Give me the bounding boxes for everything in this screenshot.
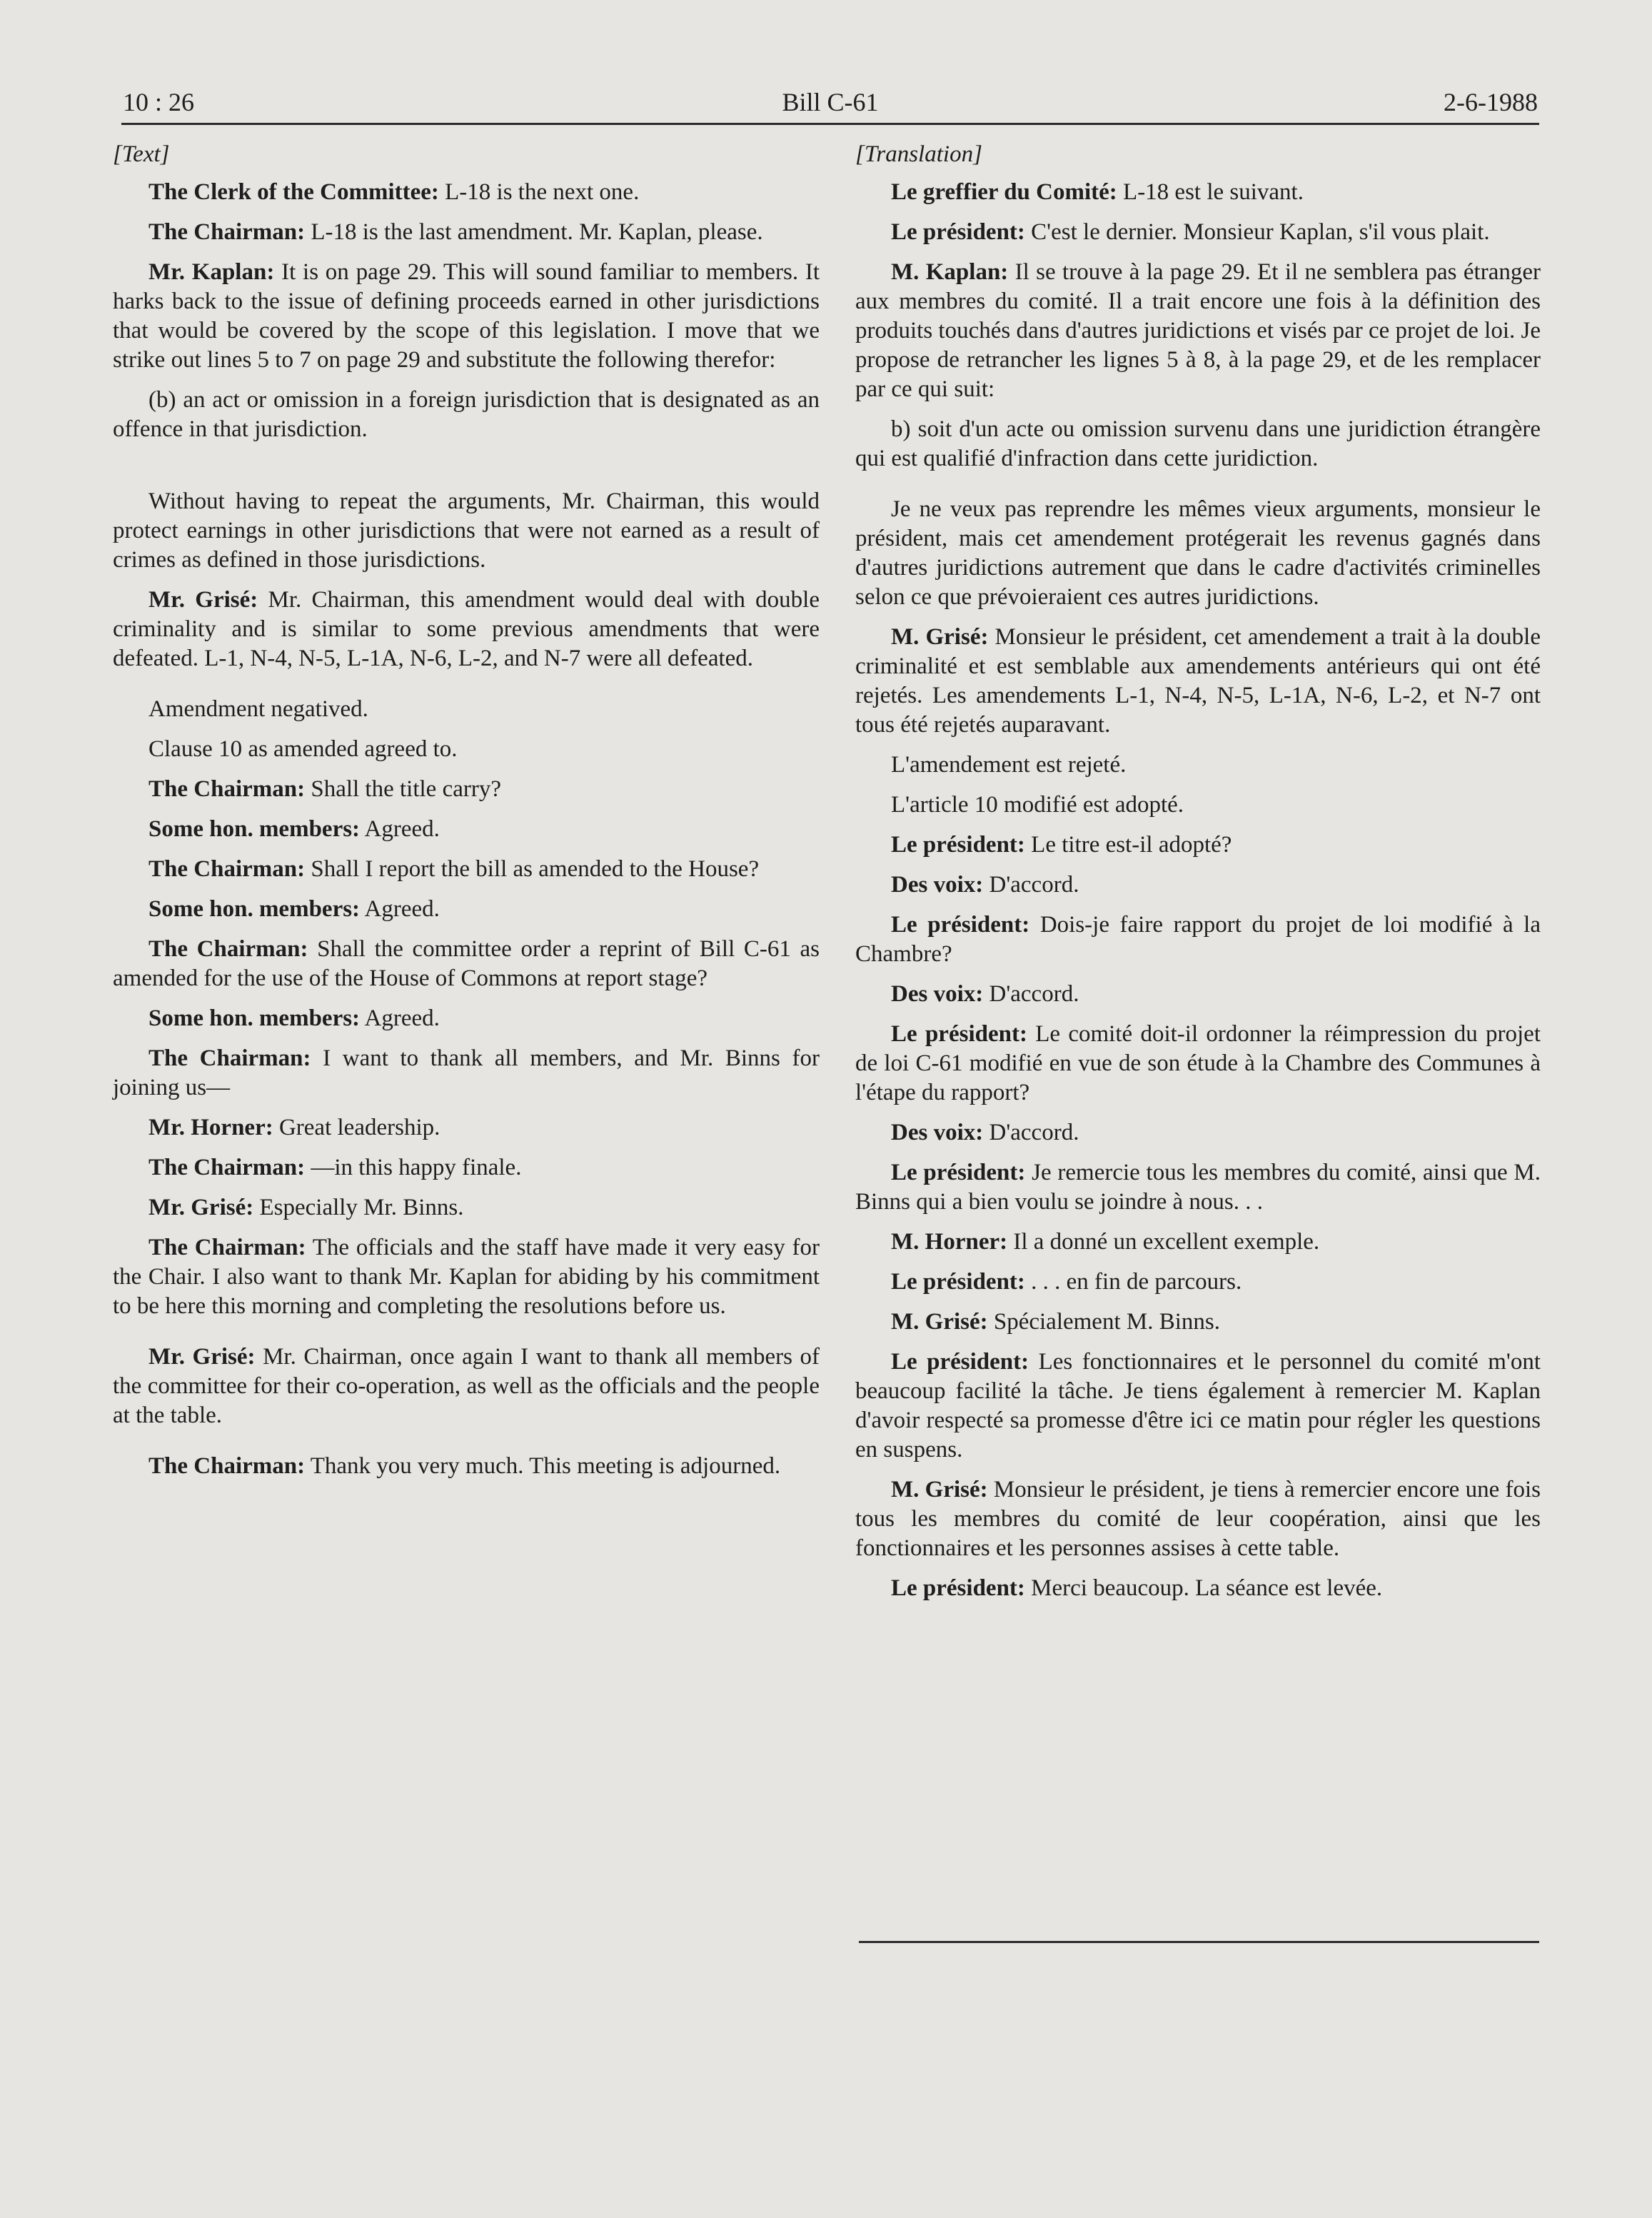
- speaker: Des voix:: [891, 1120, 984, 1145]
- page-reference: 10 : 26: [123, 88, 195, 116]
- speech: D'accord.: [983, 872, 1079, 898]
- page-date: 2-6-1988: [1444, 88, 1538, 116]
- speaker: The Chairman:: [148, 219, 306, 245]
- speaker: Des voix:: [891, 981, 984, 1007]
- paragraph: [855, 1228, 1541, 1257]
- speech: C'est le dernier. Monsieur Kaplan, s'il vous plait.: [1024, 219, 1490, 245]
- speech: —in this happy finale.: [305, 1155, 522, 1180]
- paragraph: [855, 495, 1541, 612]
- speech: L-18 is the next one.: [438, 179, 640, 205]
- header-rule: [121, 123, 1539, 125]
- paragraph: [113, 218, 820, 247]
- paragraph: [113, 735, 820, 764]
- speech: L-18 est le suivant.: [1117, 179, 1304, 205]
- speaker: Mr. Grisé:: [148, 1344, 256, 1370]
- speaker: M. Grisé:: [891, 1477, 988, 1502]
- text-label: [Text]: [113, 141, 170, 167]
- speaker: Le président:: [891, 1021, 1027, 1047]
- speech: I want to thank all members, and Mr. Binns for joining us—: [113, 1045, 820, 1100]
- paragraph: [113, 487, 820, 575]
- paragraph: [855, 1308, 1541, 1337]
- end-rule: [859, 1941, 1539, 1943]
- speaker: Des voix:: [891, 872, 984, 898]
- paragraph: [113, 1343, 820, 1430]
- speaker: Le greffier du Comité:: [891, 179, 1117, 205]
- paragraph: [113, 1044, 820, 1103]
- paragraph: [855, 791, 1541, 820]
- paragraph: [855, 751, 1541, 780]
- paragraph: [855, 258, 1541, 404]
- paragraph: [855, 1475, 1541, 1563]
- speech: Monsieur le président, cet amendement a trait à la double criminalité et est semblable aux amendements antérieurs qui ont été rejetés. Les amendements L-1, N-4, N-5, L-1A, N-6, L-2, et N-7 ont tous été rejetés auparavant.: [855, 624, 1541, 738]
- paragraph: [855, 980, 1541, 1009]
- speaker: M. Kaplan:: [891, 259, 1009, 285]
- speech: L-18 is the last amendment. Mr. Kaplan, please.: [305, 219, 763, 245]
- speaker: The Chairman:: [148, 936, 308, 962]
- speech: Amendment negatived.: [148, 696, 368, 722]
- speaker: Mr. Kaplan:: [148, 259, 275, 285]
- speech: Agreed.: [360, 816, 440, 842]
- speech: Shall the title carry?: [305, 776, 501, 802]
- paragraph: [113, 775, 820, 804]
- speech: Les fonctionnaires et le personnel du comité m'ont beaucoup facilité la tâche. Je tiens également à remercier M. Kaplan d'avoir respecté sa promesse d'être ici ce matin pour régler les questions en suspens.: [855, 1349, 1541, 1462]
- paragraph: [113, 855, 820, 884]
- speech: L'article 10 modifié est adopté.: [891, 792, 1184, 818]
- paragraph: [855, 178, 1541, 207]
- quoted-amendment: [113, 386, 820, 444]
- paragraph: [855, 1158, 1541, 1217]
- speaker: Some hon. members:: [148, 896, 361, 922]
- speaker: Le président:: [891, 1269, 1025, 1295]
- speech: Le titre est-il adopté?: [1024, 832, 1232, 858]
- paragraph: [855, 1574, 1541, 1603]
- speech: Je remercie tous les membres du comité, ainsi que M. Binns qui a bien voulu se joindre à nous. . .: [855, 1160, 1541, 1215]
- french-column: [855, 140, 1541, 1614]
- paragraph: [855, 870, 1541, 900]
- speech: Thank you very much. This meeting is adjourned.: [305, 1453, 781, 1479]
- speech: Especially Mr. Binns.: [253, 1195, 464, 1220]
- quoted-amendment: [855, 415, 1541, 473]
- speaker: The Clerk of the Committee:: [148, 179, 439, 205]
- paragraph: [113, 1004, 820, 1033]
- speech: b) soit d'un acte ou omission survenu dans une juridiction étrangère qui est qualifié d'infraction dans cette juridiction.: [855, 416, 1541, 471]
- speaker: M. Grisé:: [891, 624, 989, 650]
- speech: Agreed.: [360, 896, 440, 922]
- speech: Il se trouve à la page 29. Et il ne semblera pas étranger aux membres du comité. Il a trait encore une fois à la définition des produits touchés dans d'autres juridictions et visés par ce projet de loi. Je propose de retrancher les lignes 5 à 8, à la page 29, et de les remplacer par ce qui suit:: [855, 259, 1541, 402]
- speaker: The Chairman:: [148, 1453, 306, 1479]
- speech: L'amendement est rejeté.: [891, 752, 1127, 778]
- speaker: Le président:: [891, 1575, 1025, 1601]
- speech: Spécialement M. Binns.: [987, 1309, 1220, 1335]
- paragraph: [113, 1153, 820, 1183]
- translation-label: [Translation]: [855, 141, 982, 167]
- paragraph: [855, 1020, 1541, 1108]
- speech: Mr. Chairman, once again I want to thank all members of the committee for their co-operation, as well as the officials and the people at the table.: [113, 1344, 820, 1428]
- speech: . . . en fin de parcours.: [1024, 1269, 1242, 1295]
- speaker: The Chairman:: [148, 776, 306, 802]
- speech: Mr. Chairman, this amendment would deal with double criminality and is similar to some previous amendments that were defeated. L-1, N-4, N-5, L-1A, N-6, L-2, and N-7 were all defeated.: [113, 587, 820, 671]
- page-header: [123, 84, 1538, 120]
- speech: D'accord.: [983, 981, 1079, 1007]
- paragraph: [113, 1193, 820, 1223]
- speech: (b) an act or omission in a foreign jurisdiction that is designated as an offence in that jurisdiction.: [113, 387, 820, 442]
- bill-title: Bill C-61: [782, 88, 879, 116]
- speech: Merci beaucoup. La séance est levée.: [1024, 1575, 1383, 1601]
- speaker: Le président:: [891, 912, 1030, 938]
- paragraph: [113, 1452, 820, 1481]
- speaker: Some hon. members:: [148, 816, 361, 842]
- paragraph: [113, 586, 820, 673]
- speech: Il a donné un excellent exemple.: [1007, 1229, 1320, 1255]
- speaker: M. Horner:: [891, 1229, 1008, 1255]
- speech: Monsieur le président, je tiens à remercier encore une fois tous les membres du comité de leur coopération, ainsi que les fonctionnaires et les personnes assises à cette table.: [855, 1477, 1541, 1561]
- speaker: Mr. Horner:: [148, 1115, 273, 1140]
- speech: Clause 10 as amended agreed to.: [148, 736, 458, 762]
- paragraph: [113, 695, 820, 724]
- paragraph: [113, 178, 820, 207]
- speech: D'accord.: [983, 1120, 1079, 1145]
- speech: Without having to repeat the arguments, Mr. Chairman, this would protect earnings in other jurisdictions that were not earned as a result of crimes as defined in those jurisdictions.: [113, 488, 820, 573]
- speech: Je ne veux pas reprendre les mêmes vieux arguments, monsieur le président, mais cet amendement protégerait les revenus gagnés dans d'autres juridictions autrement que dans le cadre d'activités criminelles selon ce que prévoieraient ces autres juridictions.: [855, 496, 1541, 610]
- speech: The officials and the staff have made it very easy for the Chair. I also want to thank Mr. Kaplan for abiding by his commitment to be here this morning and completing the resolutions before us.: [113, 1235, 820, 1319]
- paragraph: [113, 895, 820, 924]
- english-column: [113, 140, 820, 1492]
- speaker: Mr. Grisé:: [148, 1195, 254, 1220]
- speaker: Le président:: [891, 832, 1025, 858]
- speaker: M. Grisé:: [891, 1309, 988, 1335]
- paragraph: [855, 831, 1541, 860]
- speech: Shall the committee order a reprint of Bill C-61 as amended for the use of the House of Commons at report stage?: [113, 936, 820, 991]
- paragraph: [855, 623, 1541, 740]
- paragraph: [113, 1233, 820, 1321]
- paragraph: [855, 1348, 1541, 1465]
- speech: Agreed.: [360, 1005, 440, 1031]
- paragraph: [855, 218, 1541, 247]
- paragraph: [113, 258, 820, 375]
- speaker: Le président:: [891, 1160, 1026, 1185]
- speaker: The Chairman:: [148, 1045, 311, 1071]
- speech: Shall I report the bill as amended to the House?: [305, 856, 760, 882]
- speaker: The Chairman:: [148, 856, 306, 882]
- paragraph: [113, 1113, 820, 1143]
- paragraph: [113, 935, 820, 993]
- speech: Dois-je faire rapport du projet de loi modifié à la Chambre?: [855, 912, 1541, 967]
- paragraph: [855, 910, 1541, 969]
- paragraph: [855, 1268, 1541, 1297]
- speaker: Le président:: [891, 219, 1025, 245]
- speaker: The Chairman:: [148, 1155, 306, 1180]
- speech: Great leadership.: [273, 1115, 440, 1140]
- speech: It is on page 29. This will sound familiar to members. It harks back to the issue of defining proceeds earned in other jurisdictions that would be covered by the scope of this legislation. I move that we strike out lines 5 to 7 on page 29 and substitute the following therefor:: [113, 259, 820, 373]
- paragraph: [855, 1118, 1541, 1148]
- speech: Le comité doit-il ordonner la réimpression du projet de loi C-61 modifié en vue de son étude à la Chambre des Communes à l'étape du rapport?: [855, 1021, 1541, 1105]
- paragraph: [113, 815, 820, 844]
- speaker: Some hon. members:: [148, 1005, 361, 1031]
- speaker: Le président:: [891, 1349, 1029, 1375]
- speaker: Mr. Grisé:: [148, 587, 258, 613]
- speaker: The Chairman:: [148, 1235, 306, 1260]
